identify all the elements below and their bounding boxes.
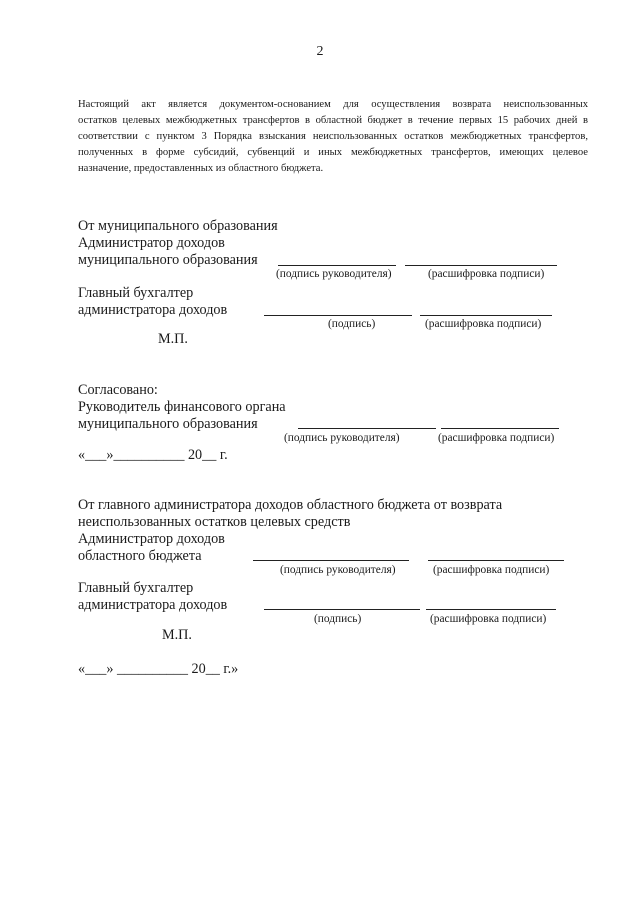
section3-admin-label-2: областного бюджета <box>78 548 202 564</box>
date-line: «___»__________ 20__ г. <box>78 447 228 463</box>
intro-line: полученных в форме субсидий, субвенций и иных межбюджетных трансфертов, имеющих целевое <box>78 147 588 158</box>
date-line: «___» __________ 20__ г.» <box>78 661 239 677</box>
signature-decode-caption: (расшифровка подписи) <box>438 432 555 444</box>
section3-admin-label: Администратор доходов <box>78 531 225 547</box>
intro-line: Настоящий акт является документом-основанием для осуществления возврата неиспользованных <box>78 99 588 110</box>
signature-decode-line <box>441 428 559 429</box>
page-number: 2 <box>316 44 324 59</box>
head-signature-line <box>278 265 396 266</box>
section3-heading: От главного администратора доходов областного бюджета от возврата <box>78 497 503 513</box>
signature-caption: (подпись) <box>328 318 376 330</box>
signature-decode-line <box>426 609 556 610</box>
signature-decode-line <box>405 265 557 266</box>
finance-head-label: Руководитель финансового органа <box>78 399 286 415</box>
signature-decode-line <box>420 315 552 316</box>
intro-line: соответствии с пунктом 3 Порядка взыскания неиспользованных остатков межбюджетных трансфертов, <box>78 131 588 142</box>
head-signature-line <box>298 428 436 429</box>
section3-accountant-label: Главный бухгалтер <box>78 580 194 596</box>
section1-heading: От муниципального образования <box>78 218 278 234</box>
signature-line <box>264 315 412 316</box>
seal-mark: М.П. <box>158 331 188 347</box>
signature-decode-caption: (расшифровка подписи) <box>430 613 547 625</box>
section3-accountant-label-2: администратора доходов <box>78 597 228 613</box>
signature-decode-line <box>428 560 564 561</box>
section1-admin-label: Администратор доходов <box>78 235 225 251</box>
section1-accountant-label: Главный бухгалтер <box>78 285 194 301</box>
intro-line: остатков целевых межбюджетных трансфертов в областной бюджет в течение первых 15 рабочих дней в <box>78 115 588 126</box>
finance-head-label-2: муниципального образования <box>78 416 258 432</box>
intro-paragraph <box>78 97 588 177</box>
signature-decode-caption: (расшифровка подписи) <box>425 318 542 330</box>
agreed-label: Согласовано: <box>78 382 158 398</box>
seal-mark: М.П. <box>162 627 192 643</box>
signature-decode-caption: (расшифровка подписи) <box>433 564 550 576</box>
signature-caption: (подпись) <box>314 613 362 625</box>
signature-decode-caption: (расшифровка подписи) <box>428 268 545 280</box>
section1-accountant-label-2: администратора доходов <box>78 302 228 318</box>
section3-heading-2: неиспользованных остатков целевых средств <box>78 514 351 530</box>
head-signature-caption: (подпись руководителя) <box>284 432 400 444</box>
head-signature-line <box>253 560 409 561</box>
head-signature-caption: (подпись руководителя) <box>276 268 392 280</box>
intro-line: назначение, предоставленных из областного бюджета. <box>78 163 324 174</box>
section1-admin-label-2: муниципального образования <box>78 252 258 268</box>
signature-line <box>264 609 420 610</box>
head-signature-caption: (подпись руководителя) <box>280 564 396 576</box>
